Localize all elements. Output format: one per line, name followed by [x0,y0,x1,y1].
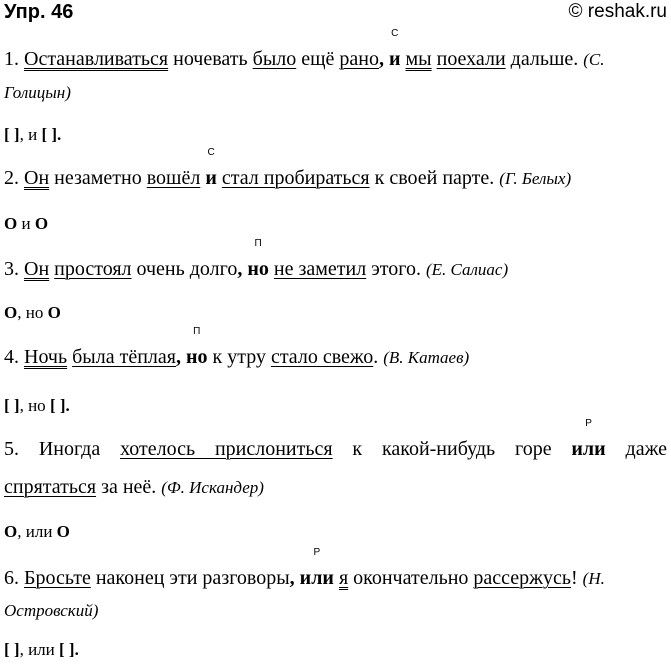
predicate: не заметил [273,258,367,280]
sentence-number: 3. [4,258,19,280]
citation-continued: Островский) [4,601,99,620]
comma: , [378,48,384,70]
text: незаметно [49,167,147,189]
predicate: была тёплая [72,346,176,368]
sentence-1 [4,28,667,73]
scheme-part: О [4,522,18,541]
text: к утру [207,346,271,368]
text: даже [605,438,667,460]
conjunction-mark: Р [313,547,321,558]
conjunction [247,238,269,282]
sentence-number: 1. [4,48,19,70]
predicate: вошёл [146,167,201,189]
sentence-6 [4,547,667,592]
sentence-number: 2. [4,167,19,189]
citation: (Ф. Искандер) [161,478,264,497]
subject: я [338,567,349,589]
scheme-part: О [56,522,70,541]
conjunction-text: но [185,346,208,368]
predicate: простоял [54,258,132,280]
text: этого. [366,258,426,280]
citation: (В. Катаев) [383,348,470,367]
comma: , [175,346,181,368]
text: ещё [296,48,340,70]
scheme-end: . [74,640,79,659]
scheme-part: О [4,214,18,233]
predicate: было [252,48,297,70]
conjunction [185,326,208,370]
conjunction-mark: П [254,238,262,249]
conjunction-text: и [205,167,217,189]
text: очень долго [131,258,238,280]
sentence-number: 5. [4,438,19,460]
predicate: спрятаться [4,476,97,498]
conjunction-text: но [247,258,269,280]
subject: мы [405,48,432,70]
scheme-sep: , или [19,640,60,659]
conjunction [205,147,217,191]
text: дальше. [505,48,584,70]
scheme-part: [ ] [4,396,20,415]
predicate: стал пробираться [221,167,370,189]
text: Иногда [19,438,121,460]
scheme-3 [4,300,667,326]
citation: (Е. Салиас) [425,260,509,279]
scheme-6 [4,637,667,663]
text: за неё. [96,476,162,498]
predicate: хотелось прислониться [120,438,333,460]
scheme-4 [4,393,667,419]
sentence-number: 6. [4,567,19,589]
text: ! [570,567,583,589]
scheme-end: . [57,125,62,144]
sentence-4 [4,326,667,371]
scheme-part: [ ] [4,640,20,659]
subject: Ночь [24,346,68,368]
predicate: поехали [436,48,506,70]
conjunction-text: и [388,48,401,70]
predicate: рано [339,48,379,70]
sentence-3 [4,238,667,283]
scheme-part: [ ] [4,125,20,144]
scheme-part: О [47,303,61,322]
scheme-end: . [65,396,70,415]
text: окончательно [348,567,474,589]
conjunction-text: или [299,567,334,589]
text: наконец эти разговоры [90,567,290,589]
scheme-part: О [4,303,18,322]
scheme-sep: и [17,214,35,233]
scheme-part: [ ] [59,640,75,659]
scheme-part: [ ] [41,125,58,144]
conjunction [388,28,401,72]
scheme-sep: , или [17,522,57,541]
scheme-sep: , но [17,303,48,322]
comma: , [237,258,243,280]
conjunction-mark: С [391,28,399,39]
scheme-sep: , и [19,125,42,144]
predicate: рассержусь [473,567,571,589]
comma: , [289,567,295,589]
sentence-2 [4,147,667,192]
citation-continued: Голицын) [4,83,71,102]
scheme-2 [4,211,667,237]
text: к своей парте. [369,167,500,189]
scheme-part: О [34,214,49,233]
text: ночевать [168,48,253,70]
predicate: стало свежо [270,346,374,368]
scheme-part: [ ] [49,396,66,415]
subject: Останавливаться [24,48,169,70]
sentence-5-continued [4,474,667,501]
predicate: Бросьте [24,567,91,589]
scheme-5 [4,519,667,545]
subject: Он [24,258,50,280]
sentence-5 [4,418,667,462]
subject: Он [24,167,50,189]
exercise-title: Упр. 46 [4,1,74,23]
citation: (Г. Белых) [499,169,572,188]
citation: (Н. [582,569,605,588]
conjunction [299,547,334,591]
conjunction-mark: Р [585,418,592,429]
source-label: © reshak.ru [568,1,667,22]
conjunction-text: или [571,438,606,460]
text: к какой-нибудь горе [332,438,572,460]
text: . [373,346,384,368]
citation: (С. [583,50,605,69]
scheme-1 [4,122,667,148]
conjunction [571,418,606,462]
conjunction-mark: П [193,326,201,337]
conjunction-mark: С [207,147,215,158]
scheme-sep: , но [19,396,50,415]
sentence-number: 4. [4,346,19,368]
